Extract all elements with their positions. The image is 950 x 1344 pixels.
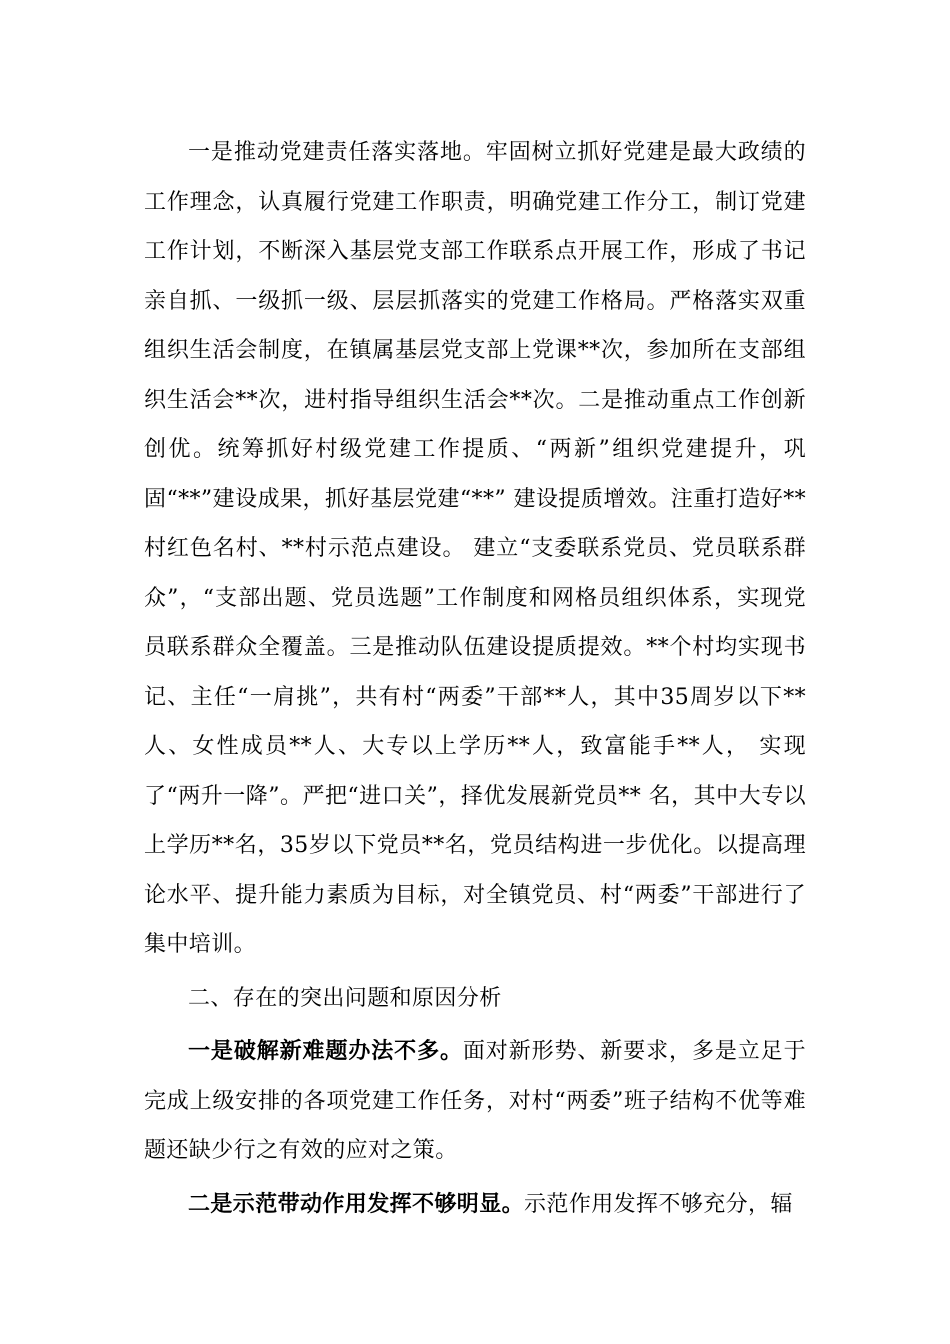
problem-2-text: 示范作用发挥不够充分，辐 (524, 1191, 793, 1217)
section-heading: 二、存在的突出问题和原因分析 (188, 985, 502, 1011)
document-body (144, 128, 806, 1229)
problem-1-lead: 一是破解新难题办法不多。 (188, 1039, 463, 1064)
paragraph-problem-2 (144, 1180, 806, 1230)
problem-2-lead: 二是示范带动作用发挥不够明显。 (188, 1191, 525, 1217)
problem-1-text: 面对新形势、新要求，多是立足于完成上级安排的各项党建工作任务，对村“两委”班子结构不优等难题还缺少行之有效的应对之策。 (144, 1039, 806, 1163)
paragraph-party-building-results: 一是推动党建责任落实落地。牢固树立抓好党建是最大政绩的工作理念，认真履行党建工作职责，明确党建工作分工，制订党建工作计划，不断深入基层党支部工作联系点开展工作，形成了书记亲自抓、一级抓一级、层层抓落实的党建工作格局。严格落实双重组织生活会制度，在镇属基层党支部上党课**次，参加所在支部组织生活会**次，进村指导组织生活会**次。二是推动重点工作创新创优。统筹抓好村级党建工作提质、“两新”组织党建提升，巩固“**”建设成果，抓好基层党建“**” 建设提质增效。注重打造好**村红色名村、**村示范点建设。 建立“支委联系党员、党员联系群众”，“支部出题、党员选题”工作制度和网格员组织体系，实现党员联系群众全覆盖。三是推动队伍建设提质提效。**个村均实现书记、主任“一肩挑”，共有村“两委”干部**人，其中35周岁以下**人、女性成员**人、大专以上学历**人，致富能手**人， 实现了“两升一降”。严把“进口关”，择优发展新党员** 名，其中大专以上学历**名，35岁以下党员**名，党员结构进一步优化。以提高理论水平、提升能力素质为目标，对全镇党员、村“两委”干部进行了集中培训。 (144, 140, 806, 957)
paragraph-problem-1 (144, 1027, 806, 1176)
